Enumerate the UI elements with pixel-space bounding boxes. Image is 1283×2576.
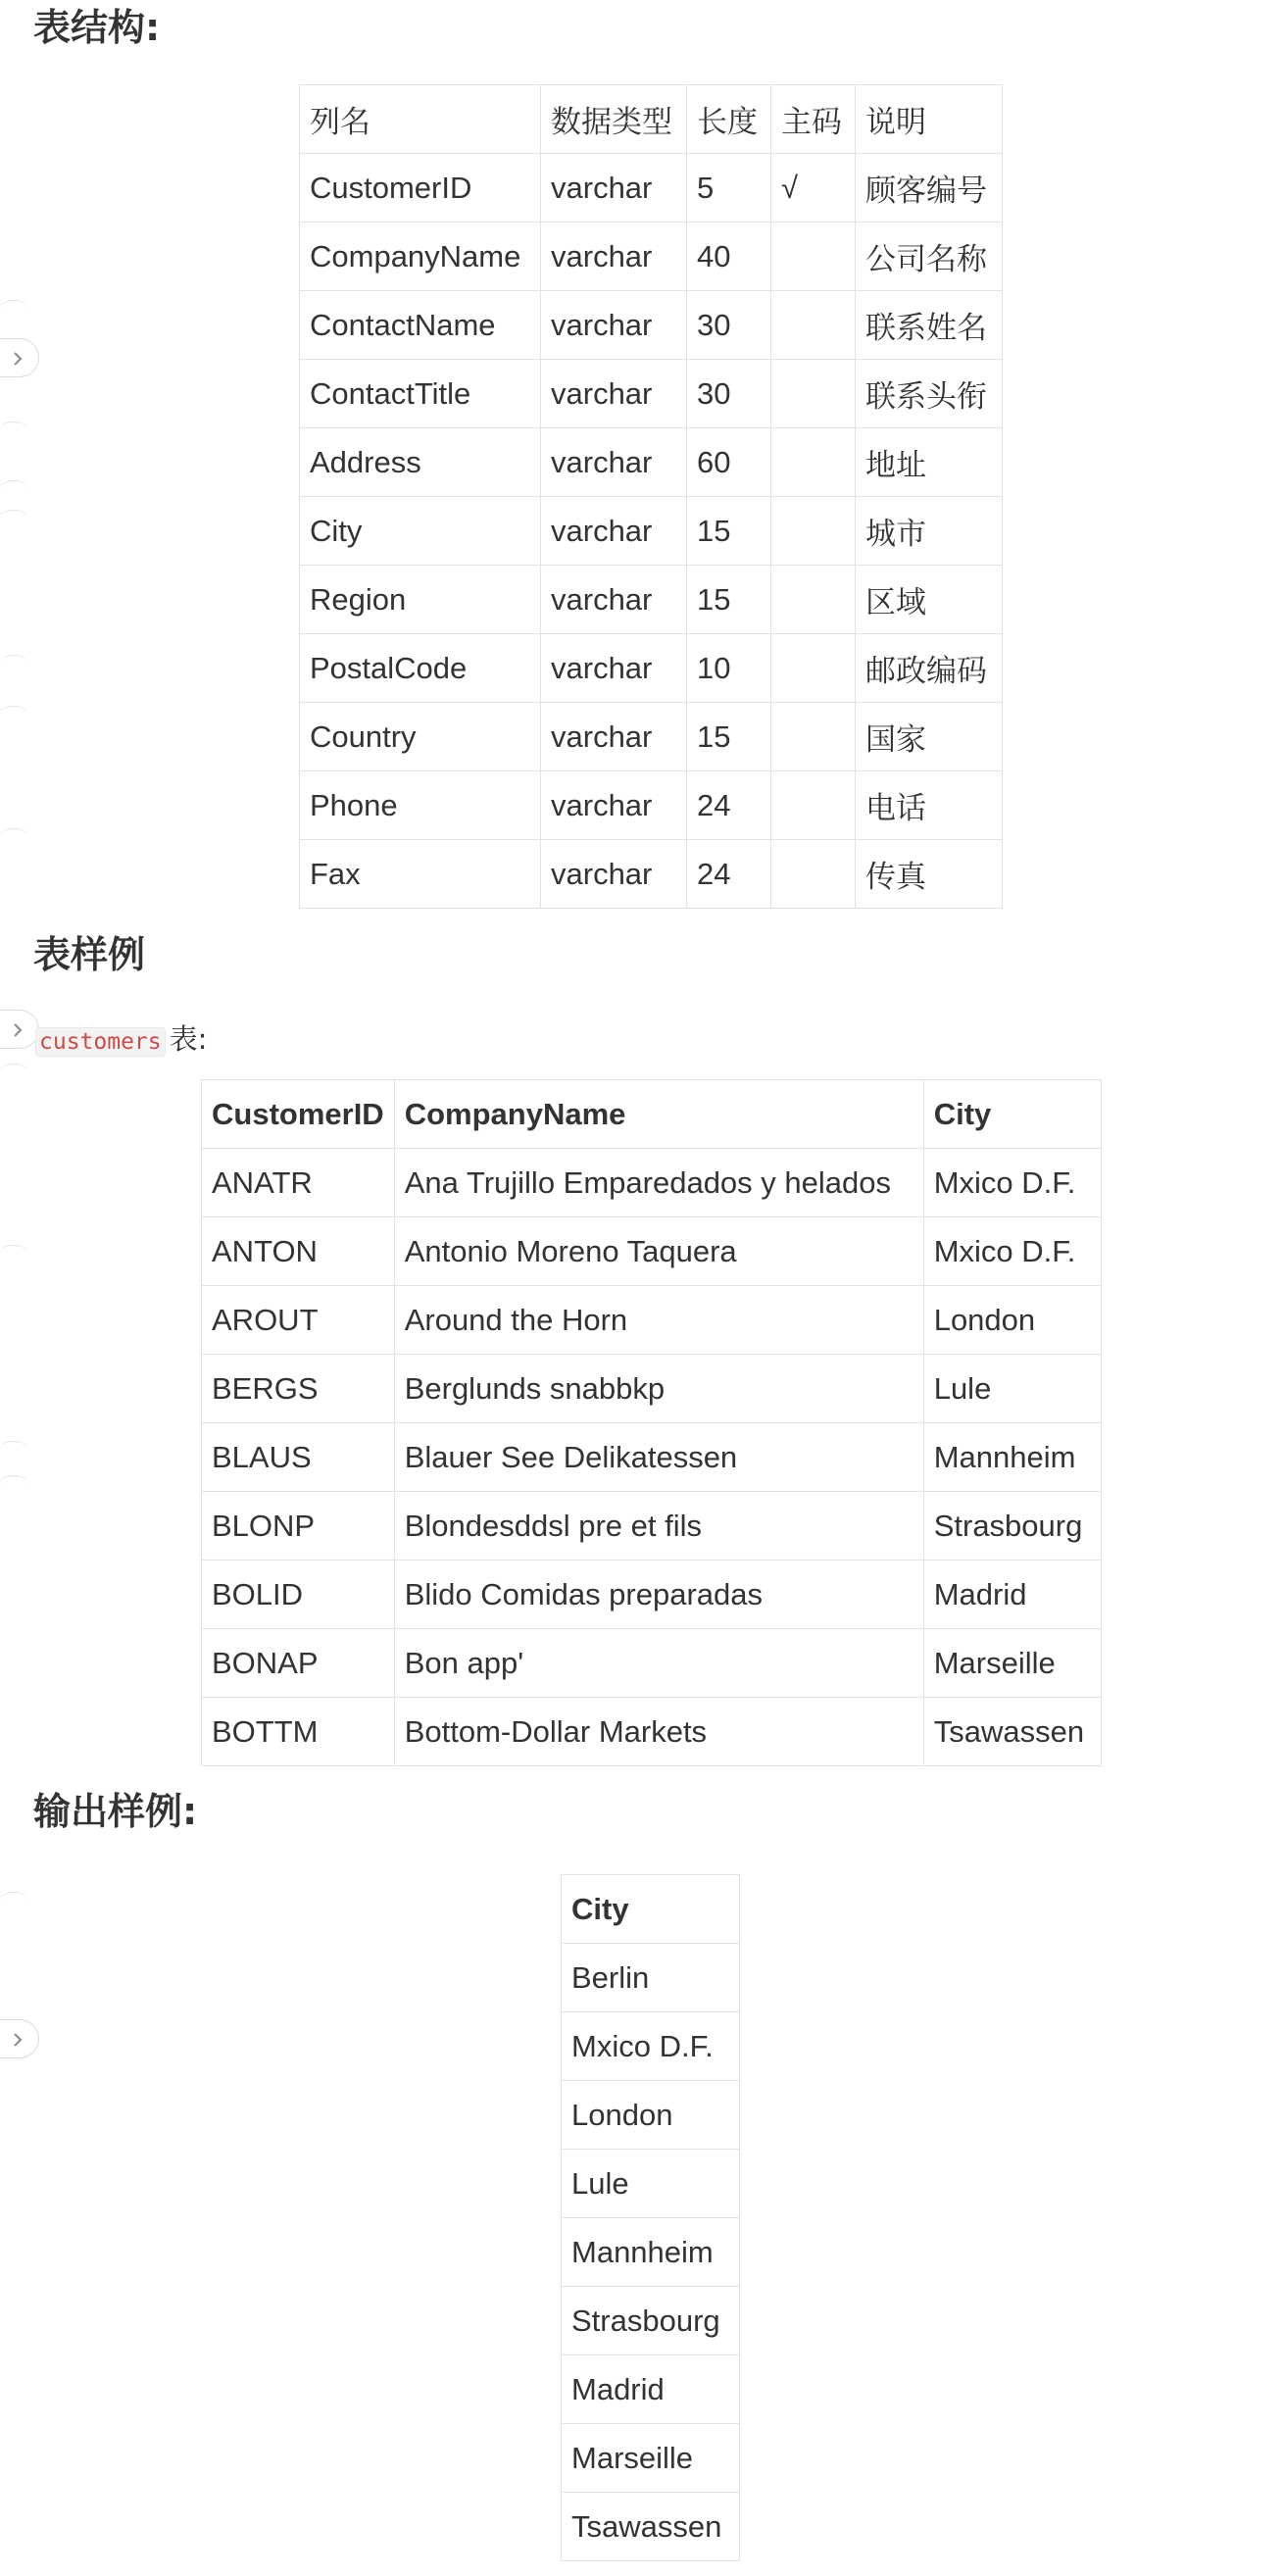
sample-cell: ANTON [202, 1217, 395, 1286]
structure-row [300, 566, 1003, 634]
chevron-right-icon [10, 350, 25, 368]
expand-toggle[interactable] [0, 2019, 39, 2058]
structure-row [300, 497, 1003, 566]
sample-cell: Around the Horn [394, 1286, 923, 1355]
structure-cell: ContactTitle [300, 360, 541, 428]
sample-row [202, 1217, 1102, 1286]
structure-cell: 联系头衔 [856, 360, 1003, 428]
structure-cell: 30 [687, 360, 771, 428]
output-cell: Marseille [562, 2424, 740, 2493]
sample-header-cell: CompanyName [394, 1080, 923, 1149]
structure-cell: 40 [687, 223, 771, 291]
sample-cell: Blauer See Delikatessen [394, 1423, 923, 1492]
sample-cell: BLONP [202, 1492, 395, 1560]
output-cell: Lule [562, 2150, 740, 2218]
sample-section-title: 表样例 [33, 933, 146, 976]
output-cell: Mannheim [562, 2218, 740, 2287]
output-header-cell: City [562, 1875, 740, 1944]
structure-cell: 5 [687, 154, 771, 223]
structure-cell: √ [771, 154, 856, 223]
output-cell: Madrid [562, 2355, 740, 2424]
structure-cell: Phone [300, 771, 541, 840]
output-row [562, 2150, 740, 2218]
structure-cell: varchar [541, 154, 687, 223]
output-cell: Berlin [562, 1944, 740, 2012]
chevron-right-icon [10, 1021, 25, 1039]
structure-header-row [300, 85, 1003, 154]
sample-row [202, 1560, 1102, 1629]
structure-cell [771, 566, 856, 634]
gutter-mark [0, 480, 27, 495]
sample-cell: BERGS [202, 1355, 395, 1423]
structure-cell: 24 [687, 840, 771, 909]
sample-cell: Mannheim [923, 1423, 1101, 1492]
gutter-mark [0, 1475, 27, 1490]
sample-cell: BLAUS [202, 1423, 395, 1492]
structure-header-cell: 列名 [300, 85, 541, 154]
output-row [562, 2424, 740, 2493]
structure-row [300, 154, 1003, 223]
structure-cell: ContactName [300, 291, 541, 360]
structure-cell: 15 [687, 497, 771, 566]
sample-cell: Antonio Moreno Taquera [394, 1217, 923, 1286]
structure-cell: 24 [687, 771, 771, 840]
structure-cell: 联系姓名 [856, 291, 1003, 360]
sample-cell: Lule [923, 1355, 1101, 1423]
output-row [562, 2012, 740, 2081]
structure-cell: Country [300, 703, 541, 771]
structure-cell [771, 634, 856, 703]
output-table [561, 1874, 740, 2561]
sample-caption [35, 1019, 207, 1062]
structure-cell: 15 [687, 703, 771, 771]
expand-toggle[interactable] [0, 1010, 39, 1049]
structure-cell: 公司名称 [856, 223, 1003, 291]
structure-cell: varchar [541, 634, 687, 703]
structure-cell: 地址 [856, 428, 1003, 497]
sample-cell: Berglunds snabbkp [394, 1355, 923, 1423]
sample-cell: Bon app' [394, 1629, 923, 1698]
structure-row [300, 634, 1003, 703]
structure-cell: varchar [541, 566, 687, 634]
sample-cell: Bottom-Dollar Markets [394, 1698, 923, 1766]
table-name-code: customers [35, 1027, 166, 1057]
gutter-mark [0, 706, 27, 720]
gutter-mark [0, 300, 27, 315]
sample-header-cell: CustomerID [202, 1080, 395, 1149]
sample-cell: Marseille [923, 1629, 1101, 1698]
structure-cell [771, 771, 856, 840]
structure-cell [771, 291, 856, 360]
structure-header-cell: 长度 [687, 85, 771, 154]
structure-section-title: 表结构: [33, 6, 161, 49]
sample-cell: Mxico D.F. [923, 1217, 1101, 1286]
structure-header-cell: 主码 [771, 85, 856, 154]
gutter-mark [0, 510, 27, 524]
structure-cell [771, 840, 856, 909]
structure-cell: 电话 [856, 771, 1003, 840]
structure-cell: varchar [541, 291, 687, 360]
structure-cell: Region [300, 566, 541, 634]
sample-row [202, 1423, 1102, 1492]
structure-cell [771, 497, 856, 566]
output-row [562, 2355, 740, 2424]
structure-cell: 传真 [856, 840, 1003, 909]
structure-cell [771, 703, 856, 771]
sample-header-row [202, 1080, 1102, 1149]
structure-cell: CompanyName [300, 223, 541, 291]
sample-cell: Strasbourg [923, 1492, 1101, 1560]
structure-row [300, 223, 1003, 291]
sample-cell: Mxico D.F. [923, 1149, 1101, 1217]
structure-cell: varchar [541, 223, 687, 291]
structure-cell: 区域 [856, 566, 1003, 634]
structure-cell: Address [300, 428, 541, 497]
gutter-mark [0, 655, 27, 669]
structure-row [300, 428, 1003, 497]
sample-header-cell: City [923, 1080, 1101, 1149]
chevron-right-icon [10, 2031, 25, 2049]
output-cell: London [562, 2081, 740, 2150]
structure-row [300, 771, 1003, 840]
gutter-mark [0, 1441, 27, 1456]
structure-row [300, 360, 1003, 428]
structure-cell: 10 [687, 634, 771, 703]
gutter-mark [0, 1892, 27, 1907]
structure-cell: 15 [687, 566, 771, 634]
sample-cell: ANATR [202, 1149, 395, 1217]
structure-cell: 国家 [856, 703, 1003, 771]
structure-cell: varchar [541, 360, 687, 428]
structure-row [300, 703, 1003, 771]
gutter-mark [0, 828, 27, 843]
sample-cell: BOLID [202, 1560, 395, 1629]
structure-cell: varchar [541, 497, 687, 566]
structure-cell: City [300, 497, 541, 566]
structure-cell: varchar [541, 840, 687, 909]
output-cell: Strasbourg [562, 2287, 740, 2355]
structure-cell: varchar [541, 428, 687, 497]
structure-cell: 邮政编码 [856, 634, 1003, 703]
structure-cell: 30 [687, 291, 771, 360]
gutter-mark [0, 421, 27, 436]
sample-row [202, 1149, 1102, 1217]
structure-cell: varchar [541, 703, 687, 771]
output-cell: Tsawassen [562, 2493, 740, 2561]
structure-header-cell: 数据类型 [541, 85, 687, 154]
output-section-title: 输出样例: [33, 1790, 198, 1833]
structure-cell [771, 428, 856, 497]
structure-cell: CustomerID [300, 154, 541, 223]
structure-cell: 顾客编号 [856, 154, 1003, 223]
sample-cell: London [923, 1286, 1101, 1355]
structure-row [300, 840, 1003, 909]
structure-table [299, 84, 1003, 909]
sample-row [202, 1355, 1102, 1423]
gutter-mark [0, 1064, 27, 1078]
sample-row [202, 1698, 1102, 1766]
sample-cell: Blido Comidas preparadas [394, 1560, 923, 1629]
sample-cell: AROUT [202, 1286, 395, 1355]
output-row [562, 2218, 740, 2287]
sample-row [202, 1629, 1102, 1698]
structure-cell: varchar [541, 771, 687, 840]
structure-cell: PostalCode [300, 634, 541, 703]
structure-cell: 60 [687, 428, 771, 497]
sample-cell: BOTTM [202, 1698, 395, 1766]
structure-cell: Fax [300, 840, 541, 909]
output-row [562, 2081, 740, 2150]
structure-cell: 城市 [856, 497, 1003, 566]
table-name-suffix: 表: [169, 1022, 208, 1056]
sample-row [202, 1492, 1102, 1560]
sample-cell: Madrid [923, 1560, 1101, 1629]
output-header-row [562, 1875, 740, 1944]
output-row [562, 2287, 740, 2355]
output-row [562, 1944, 740, 2012]
sample-row [202, 1286, 1102, 1355]
structure-header-cell: 说明 [856, 85, 1003, 154]
gutter-mark [0, 1245, 27, 1260]
sample-cell: Blondesddsl pre et fils [394, 1492, 923, 1560]
structure-cell [771, 223, 856, 291]
output-cell: Mxico D.F. [562, 2012, 740, 2081]
sample-cell: Tsawassen [923, 1698, 1101, 1766]
sample-table [201, 1079, 1102, 1766]
sample-cell: Ana Trujillo Emparedados y helados [394, 1149, 923, 1217]
output-row [562, 2493, 740, 2561]
structure-cell [771, 360, 856, 428]
sample-cell: BONAP [202, 1629, 395, 1698]
structure-row [300, 291, 1003, 360]
expand-toggle[interactable] [0, 338, 39, 377]
